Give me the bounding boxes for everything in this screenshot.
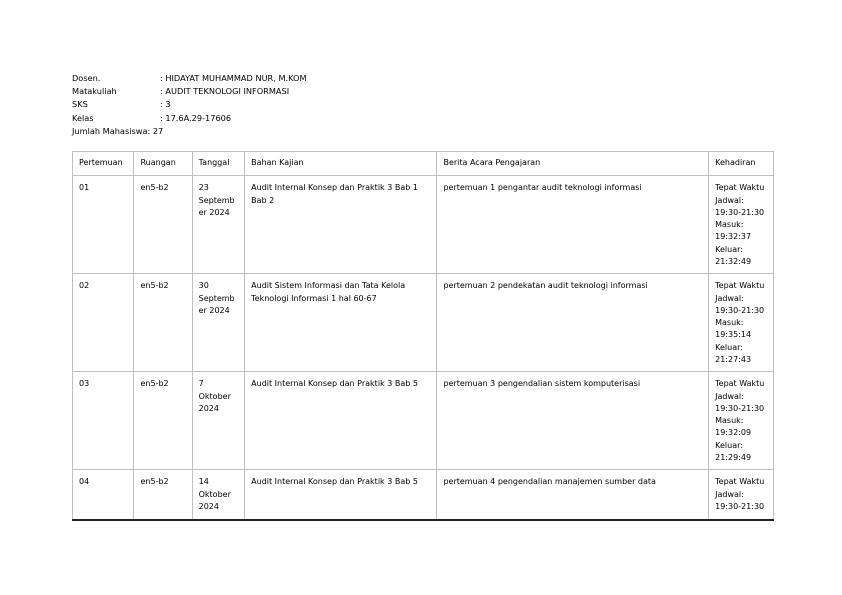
table-row [73,176,774,274]
column-header-ruangan: Ruangan [134,152,192,176]
attendance-masuk: 19:32:09 [715,428,752,438]
jumlah-label: Jumlah Mahasiswa [72,125,148,136]
dosen-value: : HIDAYAT MUHAMMAD NUR, M.KOM [160,73,307,83]
column-header-tanggal: Tanggal [192,152,245,176]
attendance-status: Tepat Waktu [715,281,765,291]
attendance-keluar-label: Keluar: [715,342,743,352]
column-header-berita-acara: Berita Acara Pengajaran [437,152,709,176]
cell-ruangan: en5-b2 [134,470,192,520]
attendance-masuk-label: Masuk: [715,318,744,328]
header-row-jumlah [72,125,307,138]
attendance-status: Tepat Waktu [715,379,765,389]
column-header-pertemuan: Pertemuan [73,152,134,176]
attendance-jadwal: 19:30-21:30 [715,501,765,511]
table-row [73,274,774,372]
attendance-keluar: 21:27:43 [715,355,752,365]
meeting-journal-table [72,151,774,521]
kelas-label: Kelas [72,112,94,123]
cell-tanggal: 30 September 2024 [192,274,245,372]
attendance-jadwal-label: Jadwal: [715,489,744,499]
table-row [73,470,774,520]
attendance-jadwal-label: Jadwal: [715,293,744,303]
header-row-matakuliah [72,85,307,98]
cell-berita-acara: pertemuan 3 pengendalian sistem komputerisasi [437,372,709,470]
attendance-status: Tepat Waktu [715,477,765,487]
attendance-jadwal-label: Jadwal: [715,391,744,401]
table-row [73,372,774,470]
column-header-kehadiran: Kehadiran [709,152,774,176]
cell-bahan-kajian: Audit Internal Konsep dan Praktik 3 Bab 5 [245,470,437,520]
cell-ruangan: en5-b2 [134,372,192,470]
matakuliah-label: Matakuliah [72,86,117,97]
attendance-jadwal: 19:30-21:30 [715,305,765,315]
cell-berita-acara: pertemuan 2 pendekatan audit teknologi informasi [437,274,709,372]
cell-tanggal: 14 Oktober 2024 [192,470,245,520]
cell-berita-acara: pertemuan 4 pengendalian manajemen sumber data [437,470,709,520]
cell-pertemuan: 02 [73,274,134,372]
header-row-dosen [72,72,307,85]
attendance-masuk-label: Masuk: [715,220,744,230]
jumlah-value: : 27 [147,125,164,136]
sks-value: : 3 [160,99,171,110]
cell-bahan-kajian: Audit Sistem Informasi dan Tata Kelola Teknologi Informasi 1 hal 60-67 [245,274,437,372]
cell-kehadiran [709,372,774,470]
attendance-jadwal-label: Jadwal: [715,195,744,205]
header-row-kelas [72,112,307,125]
cell-kehadiran [709,470,774,520]
table-header-row [73,152,774,176]
column-header-bahan-kajian: Bahan Kajian [245,152,437,176]
cell-pertemuan: 03 [73,372,134,470]
matakuliah-value: : AUDIT TEKNOLOGI INFORMASI [160,86,290,97]
cell-bahan-kajian: Audit Internal Konsep dan Praktik 3 Bab 1 Bab 2 [245,176,437,274]
cell-kehadiran [709,176,774,274]
cell-tanggal: 7 Oktober 2024 [192,372,245,470]
cell-berita-acara: pertemuan 1 pengantar audit teknologi informasi [437,176,709,274]
attendance-masuk: 19:35:14 [715,330,752,340]
cell-pertemuan: 01 [73,176,134,274]
attendance-keluar: 21:29:49 [715,453,752,463]
header-row-sks [72,98,307,111]
cell-pertemuan: 04 [73,470,134,520]
kelas-value: : 17.6A.29-17606 [160,112,232,123]
cell-ruangan: en5-b2 [134,176,192,274]
attendance-keluar: 21:32:49 [715,257,752,267]
attendance-masuk: 19:32:37 [715,232,752,242]
cell-kehadiran [709,274,774,372]
sks-label: SKS [72,99,88,110]
attendance-jadwal: 19:30-21:30 [715,403,765,413]
attendance-keluar-label: Keluar: [715,244,743,254]
dosen-label: Dosen. [72,73,101,83]
attendance-jadwal: 19:30-21:30 [715,207,765,217]
attendance-status: Tepat Waktu [715,183,765,193]
course-header [72,72,307,138]
attendance-keluar-label: Keluar: [715,440,743,450]
cell-tanggal: 23 September 2024 [192,176,245,274]
attendance-masuk-label: Masuk: [715,416,744,426]
cell-ruangan: en5-b2 [134,274,192,372]
cell-bahan-kajian: Audit Internal Konsep dan Praktik 3 Bab 5 [245,372,437,470]
